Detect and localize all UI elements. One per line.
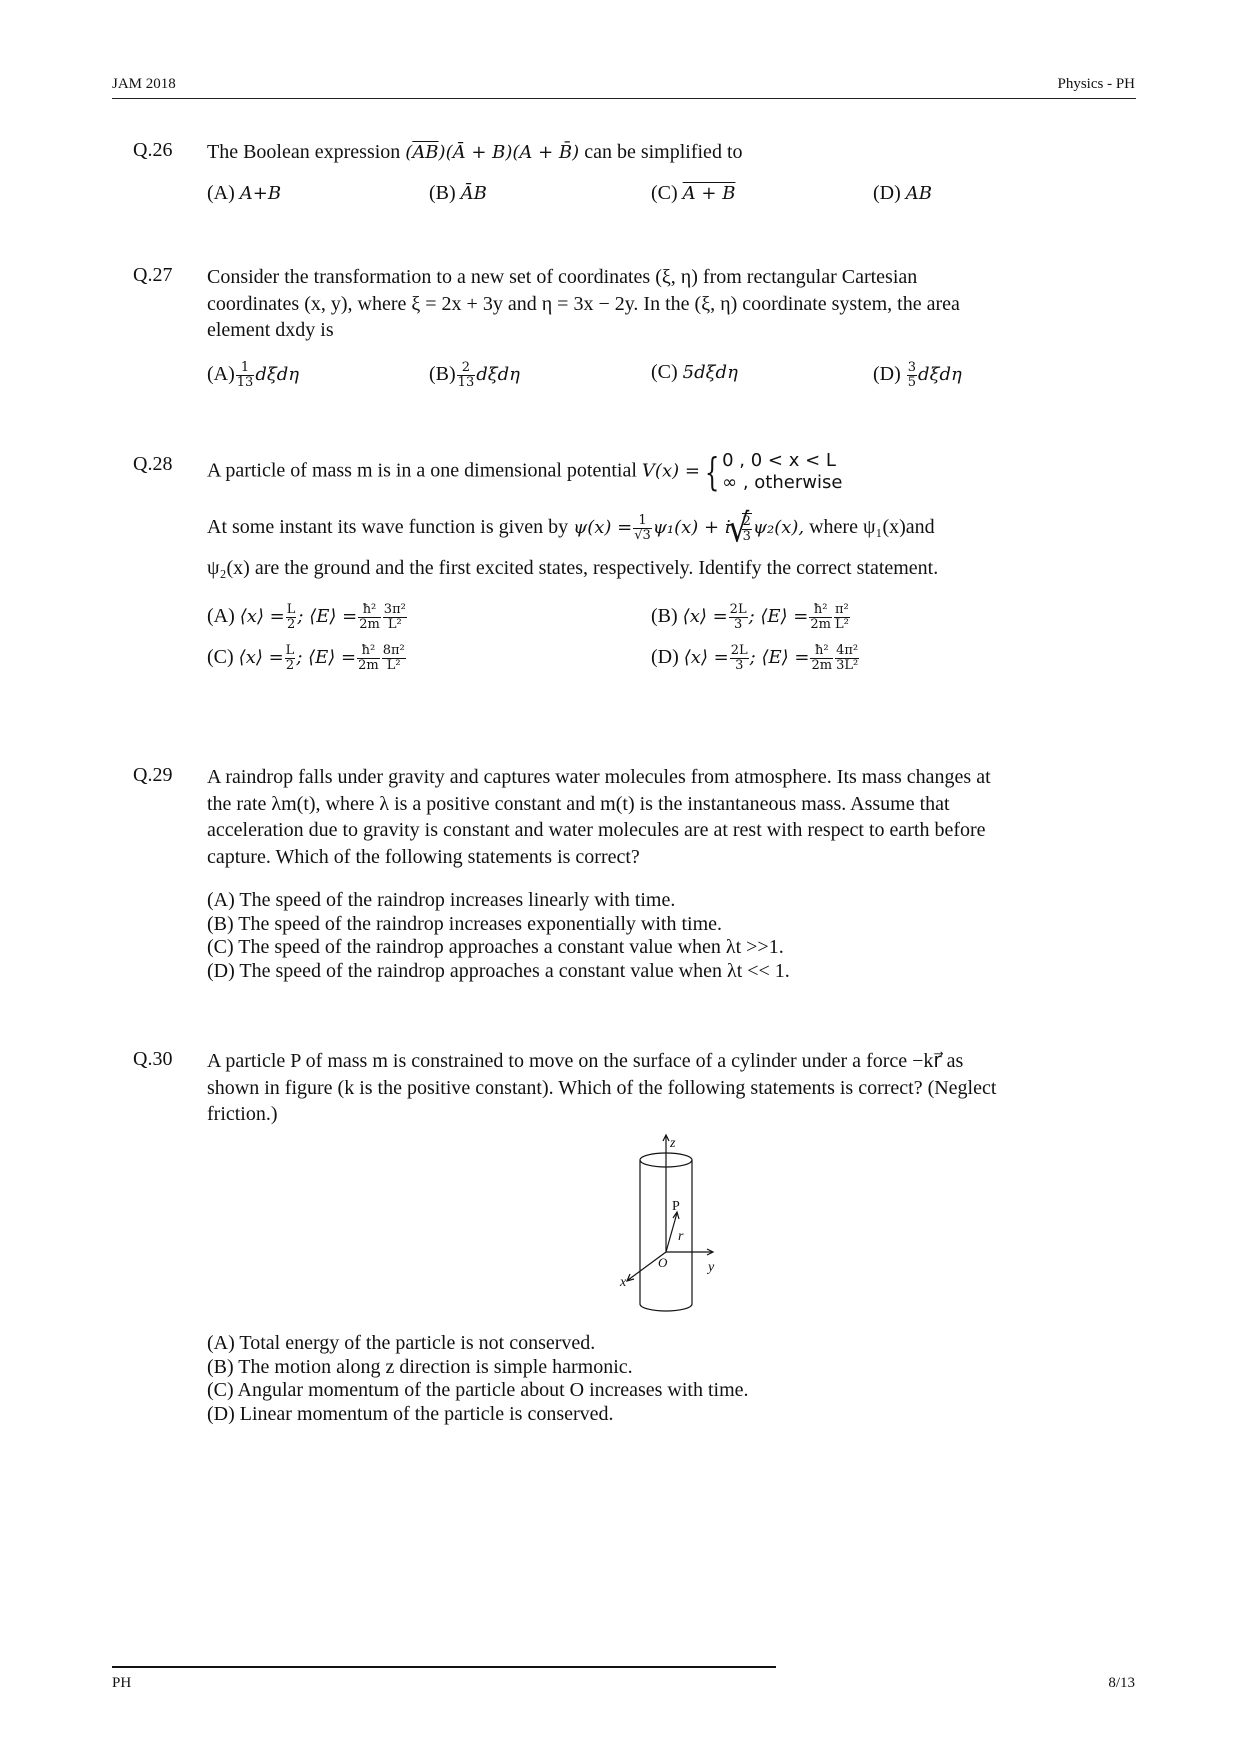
option-d: (D) The speed of the raindrop approaches a constant value when λt << 1. [207,959,790,982]
footer-rule [112,1666,776,1668]
cylinder-figure [600,1132,740,1317]
question-number: Q.27 [133,264,173,286]
option-c: (C) The speed of the raindrop approaches a constant value when λt >>1. [207,936,784,958]
question-text [207,139,1112,167]
potential-cases: 0 , 0 < x < L ∞ , otherwise [722,450,843,493]
option-a: (A) The speed of the raindrop increases linearly with time. [207,889,676,911]
option-a: (A) ⟨x⟩ = $\frac{L}{2}$ ; ⟨E⟩ = $\frac{\text{ħ²}}{2m}$ $\frac{\text{3π²}}{\text{L²}}$ [207,602,406,632]
o-label: O [658,1255,668,1270]
question-number: Q.30 [133,1048,173,1070]
page-number: 8/13 [1108,1675,1135,1691]
option-b: (B) ⟨x⟩ = $\frac{2L}{3}$ ; ⟨E⟩ = $\frac{\text{ħ²}}{2m}$ $\frac{\text{π²}}{\text{L²}}$ [651,602,849,632]
question-text [207,764,1112,870]
question-text [207,1048,1112,1128]
option-b: (B) ĀB [429,182,487,204]
question-number: Q.26 [133,139,173,161]
boolean-expression: $(\overline{AB})(Ā + B)(A$ + B̄) [405,142,580,163]
option-d: (D) $\frac{3}{5}$ dξdη [873,360,962,390]
r-vector [666,1213,677,1252]
option-b: (B) The motion along z direction is simple harmonic. [207,1355,633,1378]
option-b: (B) The speed of the raindrop increases exponentially with time. [207,912,723,935]
question-line: shown in figure (k is the positive constant). Which of the following statements is correct? (Neglect [207,1076,997,1099]
question-line: friction.) [207,1103,278,1125]
question-line: A particle of mass m is in a one dimensional potential V(x) = { 0 , 0 < x < L ∞ , otherwise [207,450,843,494]
option-c: (C) ⟨x⟩ = $\frac{L}{2}$ ; ⟨E⟩ = $\frac{\text{ħ²}}{2m}$ $\frac{\text{8π²}}{\text{L²}}$ [207,643,405,673]
question-line: the rate λm(t), where λ is a positive constant and m(t) is the instantaneous mass. Assume that [207,792,950,815]
x-label: x [620,1275,627,1290]
sqrt-icon: √ $\frac{2}{3}$ [731,513,753,544]
question-line: ψ₂(x) are the ground and the first excited states, respectively. Identify the correct statement. [207,557,939,579]
y-label: y [708,1260,715,1275]
question-line: acceleration due to gravity is constant and water molecules are at rest with respect to earth before [207,819,986,841]
z-label: z [670,1136,676,1151]
option-c: (C) A + B [651,182,736,204]
options-list [207,1330,1112,1424]
option-a: (A) A+B [207,182,282,204]
question-number: Q.28 [133,453,173,475]
question-text-before: The Boolean expression [207,141,401,163]
option-b: (B) $\frac{2}{13}$ dξdη [429,360,520,390]
option-d: (D) AB [873,182,932,204]
r-label: r [678,1229,684,1244]
cylinder-bottom-arc [640,1304,692,1311]
question-line: A raindrop falls under gravity and captures water molecules from atmosphere. Its mass changes at [207,766,991,788]
question-line: At some instant its wave function is given by ψ(x) = $\frac{1}{√3}$ ψ₁(x) + i √ $\frac{2}{3}$ ψ₂(x), where ψ₁(x)and [207,513,935,544]
option-a: (A) $\frac{1}{13}$ dξdη [207,360,300,390]
potential-lhs: V(x) = [641,460,700,482]
question-text [207,264,1112,344]
p-label: P [672,1199,680,1214]
option-d: (D) Linear momentum of the particle is conserved. [207,1402,614,1425]
header-left: JAM 2018 [112,76,176,92]
question-number: Q.29 [133,764,173,786]
option-c: (C) 5dξdη [651,361,738,383]
header-rule [112,98,1136,99]
brace-icon: { [704,450,720,494]
question-line: element dxdy is [207,319,334,341]
question-line: coordinates (x, y), where ξ = 2x + 3y and η = 3x − 2y. In the (ξ, η) coordinate system, the area [207,292,960,315]
footer-left: PH [112,1675,132,1691]
question-line: A particle P of mass m is constrained to move on the surface of a cylinder under a force −kr⃗ as [207,1050,964,1072]
header-right: Physics - PH [1057,76,1135,92]
question-line: capture. Which of the following statements is correct? [207,845,640,868]
question-line: Consider the transformation to a new set of coordinates (ξ, η) from rectangular Cartesian [207,266,918,288]
options-list [207,887,1112,981]
option-c: (C) Angular momentum of the particle about O increases with time. [207,1379,749,1401]
option-d: (D) ⟨x⟩ = $\frac{2L}{3}$ ; ⟨E⟩ = $\frac{\text{ħ²}}{2m}$ $\frac{\text{4π²}}{\text{3L²}}$ [651,643,859,673]
option-a: (A) Total energy of the particle is not conserved. [207,1332,596,1354]
question-text-after: can be simplified to [584,141,743,163]
